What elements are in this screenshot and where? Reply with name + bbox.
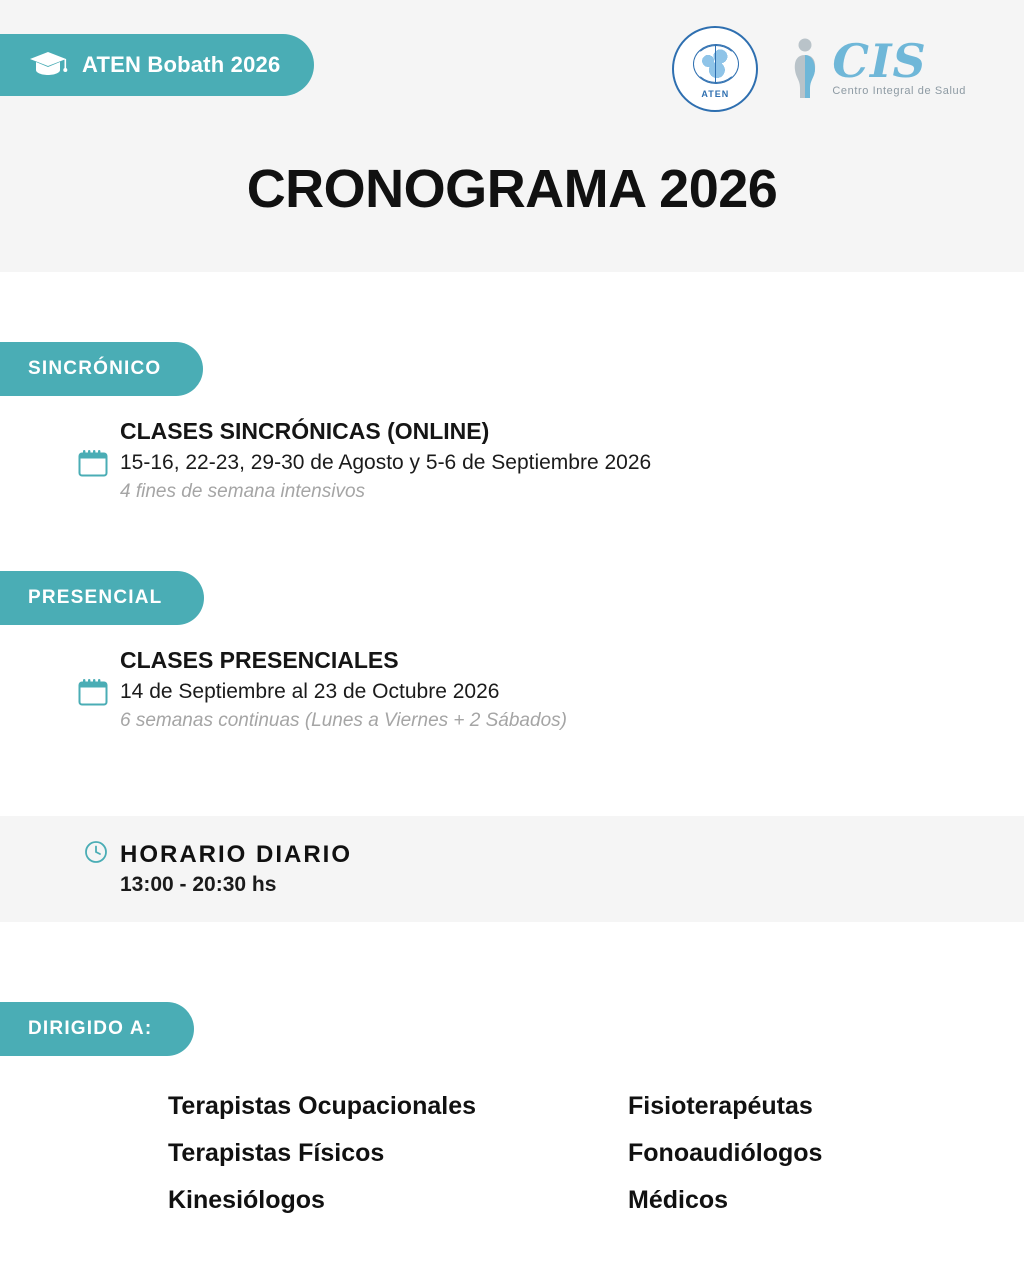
entry-date-sincronico: 15-16, 22-23, 29-30 de Agosto y 5-6 de Septiembre 2026 [120,451,652,474]
entry-sincronico [78,418,1024,503]
brand-title: ATEN Bobath 2026 [82,52,281,77]
entry-title-presencial: CLASES PRESENCIALES [120,647,399,673]
cis-logo-tagline: Centro Integral de Salud [832,84,966,97]
entry-date-row-sincronico [78,449,1024,477]
horario-block [84,840,352,897]
entry-date-presencial: 14 de Septiembre al 23 de Octubre 2026 [120,680,500,703]
graduation-cap-icon [28,49,68,82]
page-title: CRONOGRAMA 2026 [246,159,778,219]
horario-band [0,816,1024,922]
globe-icon [693,44,739,84]
audience-item: Fisioterapéutas [628,1092,813,1120]
horario-head [84,840,352,869]
entry-title-sincronico: CLASES SINCRÓNICAS (ONLINE) [120,418,490,444]
horario-time: 13:00 - 20:30 hs [120,873,277,896]
audience-section [0,1002,1024,1215]
section-tag-sincronico: SINCRÓNICO [0,342,203,396]
entry-presencial [78,647,1024,732]
audience-item: Terapistas Ocupacionales [168,1092,476,1120]
aten-logo [672,26,758,112]
entry-note-sincronico: 4 fines de semana intensivos [120,481,366,502]
brand-tag [0,34,314,96]
aten-logo-word: ATEN [701,89,730,99]
audience-item: Terapistas Físicos [168,1139,385,1167]
section-presencial [0,571,1024,732]
entry-date-row-presencial [78,678,1024,706]
entry-note-presencial: 6 semanas continuas (Lunes a Viernes + 2 Sábados) [120,710,567,731]
section-sincronico [0,342,1024,503]
cis-logo-name: CIS [832,34,927,89]
logos-group [672,26,966,112]
horario-title: HORARIO DIARIO [120,840,352,868]
audience-item: Médicos [628,1186,729,1214]
calendar-icon [78,449,108,477]
audience-item: Fonoaudiólogos [628,1139,823,1167]
audience-item: Kinesiólogos [168,1186,325,1214]
calendar-icon [78,678,108,706]
audience-grid [168,1092,1024,1215]
section-tag-dirigido-a: DIRIGIDO A: [0,1002,194,1056]
section-tag-presencial: PRESENCIAL [0,571,204,625]
header-band [0,0,1024,272]
clock-icon [84,840,108,869]
cis-logo [788,36,966,102]
cis-figure-icon [788,36,824,102]
